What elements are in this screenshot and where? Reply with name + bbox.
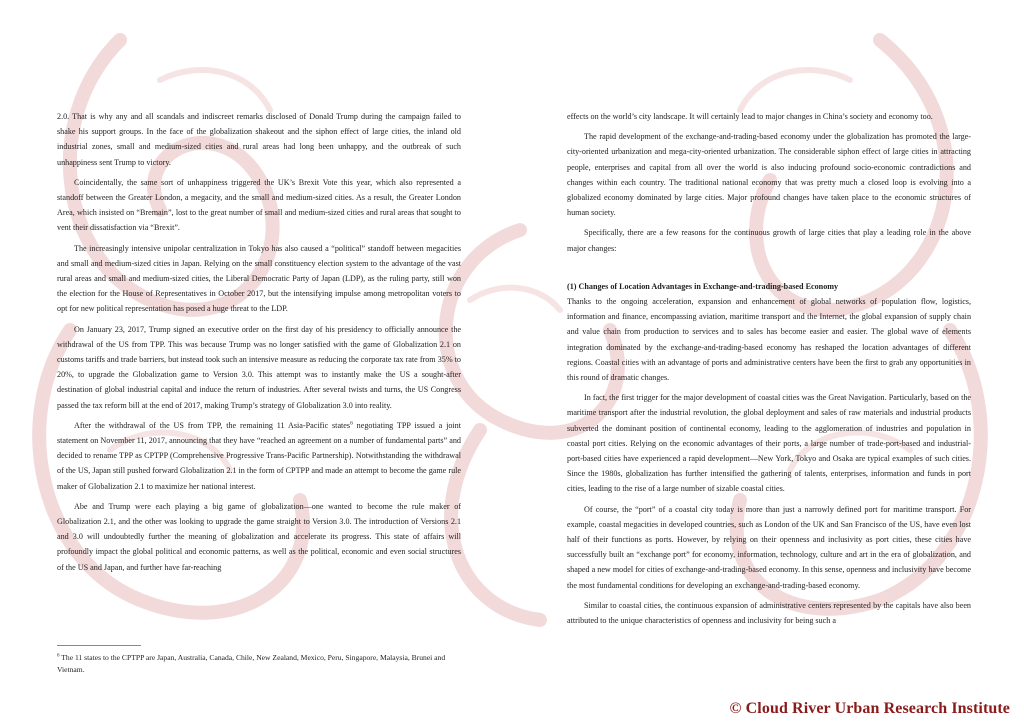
- left-column: [57, 109, 461, 580]
- footnote-reference: 6: [350, 420, 353, 427]
- left-paragraph-5: [57, 418, 461, 494]
- right-paragraph-6: Of course, the “port” of a coastal city today is more than just a narrowly defined port for maritime transport. For example, coastal megacities in developed countries, such as London of the UK and San Francisco of the US, have even lost half of their functions as ports. However, by relying on their openness and inclusivity as port cities, these cities have successfully built an “exchange port” for economy, information, technology, culture and art in the era of globalization, and shaped a new model for cities of exchange-and-trading-based economy. In this sense, openness and inclusivity have become the most fundamental conditions for developing an exchange-and-trading-based economy.: [567, 504, 971, 590]
- right-paragraph-3: Specifically, there are a few reasons for the continuous growth of large cities that play a leading role in the above major changes:: [567, 228, 971, 253]
- right-paragraph-2: The rapid development of the exchange-and-trading-based economy under the globalization has promoted the large-city-oriented urbanization and mega-city-oriented urbanization. The considerable siphon effect of large cities in attracting people, enterprises and capital from all over the world is also inducing profound socio-economic contradictions and changes within each country. The traditional national economy that was pretty much a closed loop is evolving into a globalized economy dominated by large cities. Major profound changes have taken place to the economic structures of human society.: [567, 132, 971, 218]
- right-paragraph-7: Similar to coastal cities, the continuous expansion of administrative centers represented by the capitals have also been attributed to the unique characteristics of openness and inclusivity for being such a: [567, 600, 971, 626]
- footnote-divider: [57, 645, 141, 646]
- left-paragraph-4: On January 23, 2017, Trump signed an executive order on the first day of his presidency to officially announce the withdrawal of the US from TPP. This was because Trump was no longer satisfied with the game of Globalization 2.1 on customs tariffs and trade barriers, but instead took such an intensive measure as reducing the corporate tax rate from 35% to 20%, to upgrade the Globalization game to Version 3.0. This attempt was to instantly make the US a sought-after destination of global industrial capital and induce the return of industries. After several twists and turns, the US Congress passed the tax reform bill at the end of 2017, making Trump’s strategy of Globalization 3.0 into reality.: [57, 324, 461, 410]
- left-paragraph-1: 2.0. That is why any and all scandals and indiscreet remarks disclosed of Donald Trump during the campaign failed to shake his support groups. In the face of the globalization shakeout and the siphon effect of large cities, the inland old industrial zones, small and medium-sized cities and rural areas had long been unhappy, and the outbreak of such unhappiness sent Trump to victory.: [57, 112, 461, 167]
- right-paragraph-5: In fact, the first trigger for the major development of coastal cities was the Great Navigation. Particularly, based on the maritime transport after the industrial revolution, the global deployment and sales of raw materials and industrial products subverted the dominant position of continental economy, leading to the agglomeration of industries and population in coastal port cities. Relying on the economic advantages of their ports, a large number of trade-port-based and industrial-port-based cities have experienced a rapid development—New York, Tokyo and Osaka are typical examples of such cities. Since the 1980s, globalization has further intensified the gathering of talents, enterprises, information and funds in port cities, leading to the rise of a large number of sizable coastal cities.: [567, 393, 971, 494]
- footnote-text: The 11 states to the CPTPP are Japan, Australia, Canada, Chile, New Zealand, Mexico, Peru, Singapore, Malaysia, Brunei and Vietnam.: [57, 653, 446, 674]
- footnote-marker: 6: [57, 653, 60, 659]
- right-paragraph-1: effects on the world’s city landscape. It will certainly lead to major changes in China’s society and economy too.: [567, 112, 933, 121]
- left-paragraph-3: The increasingly intensive unipolar centralization in Tokyo has also caused a “political” standoff between megacities and small and medium-sized cities in Japan. Relying on the small constituency election system to the advantage of the vast rural areas and small and medium-sized cities, the Liberal Democratic Party of Japan (LDP), as the ruling party, still won the election for the House of Representatives in October 2017, but the intensifying impulse among metropolitan voters to opt for new political representation has posed a huge threat to the LDP.: [57, 243, 461, 314]
- right-paragraph-4: Thanks to the ongoing acceleration, expansion and enhancement of global networks of population flow, logistics, information and finance, encompassing aviation, maritime transport and the Internet, the global expansion of supply chain and value chain from production to services and to sales has become easier and easier. The global wave of elements integration dominated by the exchange-and-trading-based economy has reshaped the location advantages of different regions. Coastal cities with an advantage of ports and administrative centers have been the first to grab any opportunities in this round of dramatic changes.: [567, 297, 971, 383]
- left-paragraph-2: Coincidentally, the same sort of unhappiness triggered the UK’s Brexit Vote this year, which also represented a standoff between the Greater London, a megacity, and the small and medium-sized cities. As a result, the Greater London Area, which insisted on “Bremain”, lost to the great number of small and medium-sized cities and rural areas that sought to vent their dissatisfaction via “Brexit”.: [57, 177, 461, 233]
- left-paragraph-5-text-a: After the withdrawal of the US from TPP, the remaining 11 Asia-Pacific states: [74, 420, 351, 430]
- footnote: [57, 652, 461, 676]
- copyright-notice: © Cloud River Urban Research Institute: [729, 700, 1010, 717]
- left-paragraph-5-text-b: negotiating TPP issued a joint statement on November 11, 2017, announcing that they have “reached an agreement on a number of fundamental parts” and decided to rename TPP as CPTPP (Comprehensive Progressive Trans-Pacific Partnership). Notwithstanding the withdrawal of the US, Japan still pushed forward Globalization 2.1 in the form of CPTPP and made an attempt to become the game rule maker of Globalization 2.1 to maximize her national interest.: [57, 420, 461, 491]
- right-column: [567, 109, 971, 633]
- left-paragraph-6: Abe and Trump were each playing a big game of globalization—one wanted to become the rule maker of Globalization 2.1, and the other was looking to upgrade the game straight to Version 3.0. The introduction of Versions 2.1 and 3.0 will undoubtedly further the meaning of globalization and accelerate its progress. This state of affairs will profoundly impact the global political and economic patterns, as well as the political, economic and even social structures of the US and Japan, and further have far-reaching: [57, 501, 461, 572]
- section-heading: (1) Changes of Location Advantages in Exchange-and-trading-based Economy: [567, 281, 839, 291]
